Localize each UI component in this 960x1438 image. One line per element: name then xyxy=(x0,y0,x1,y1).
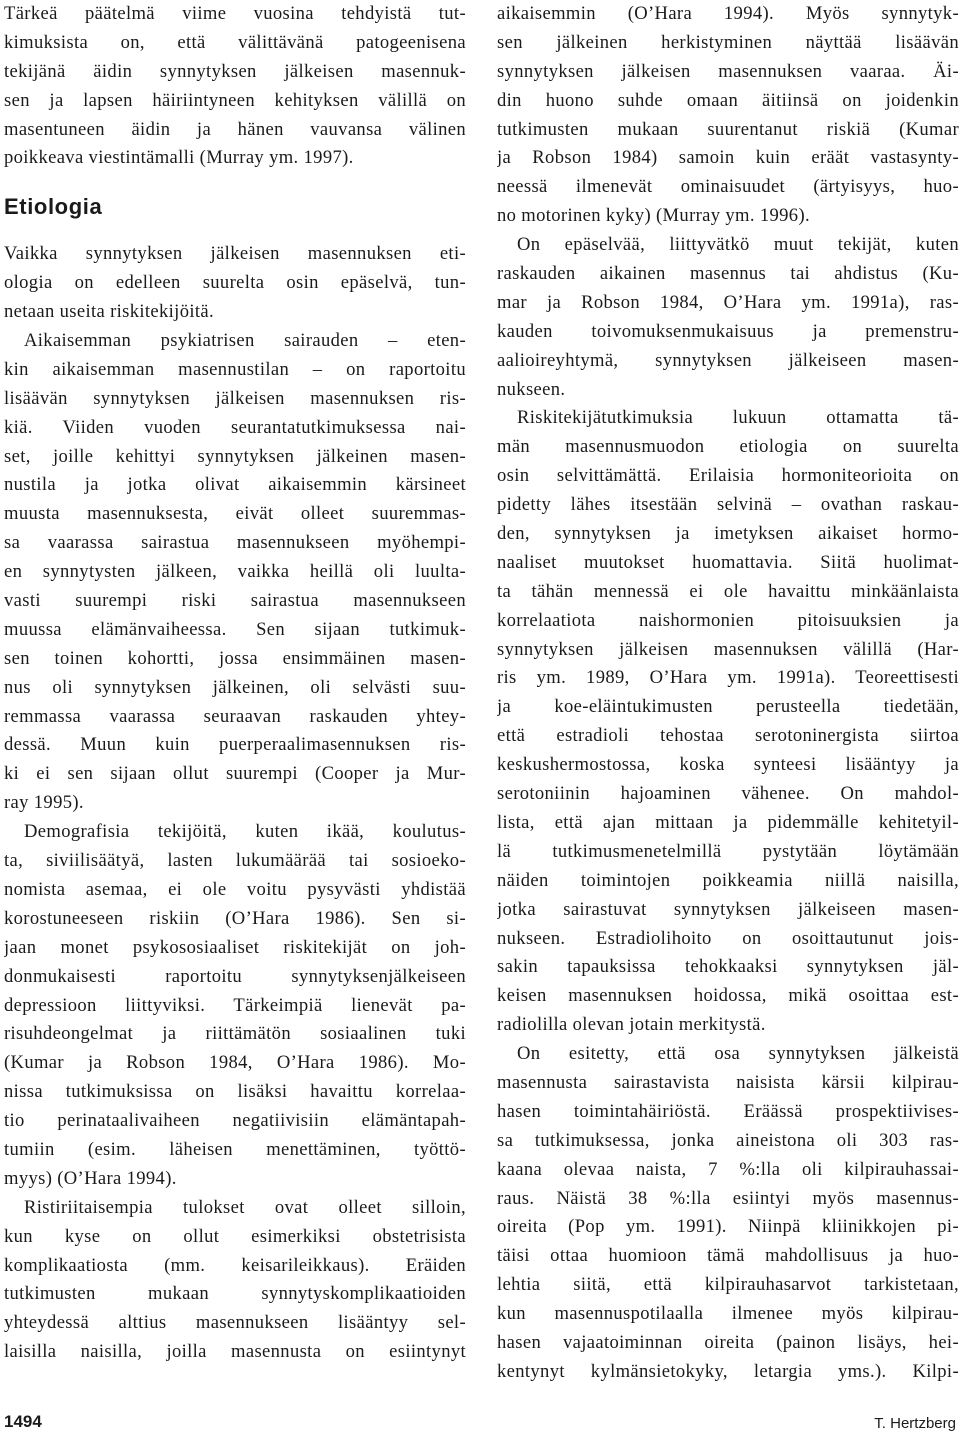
text-line: muusta masennuksesta, eivät olleet suuremmas- xyxy=(4,503,466,525)
text-line: täisi ottaa huomioon tämä mahdollisuus ja huo- xyxy=(497,1245,959,1267)
text-line: raskauden aikainen masennus tai ahdistus (Ku- xyxy=(497,263,959,285)
text-line: hasen vajaatoiminnan oireita (painon lisäys, hei- xyxy=(497,1331,959,1353)
paragraph xyxy=(4,1194,466,1367)
text-line: sen ja lapsen häiriintyneen kehityksen välillä on xyxy=(4,89,466,111)
text-line: On epäselvää, liittyvätkö muut tekijät, kuten xyxy=(517,234,959,256)
text-line: oireita (Pop ym. 1991). Niinpä kliinikkojen pi- xyxy=(497,1216,959,1238)
paragraph xyxy=(497,404,959,1040)
text-line: masentuneen äidin ja hänen vauvansa välinen xyxy=(4,118,466,140)
text-line: tekijänä äidin synnytyksen jälkeisen masennuk- xyxy=(4,60,466,82)
text-line: raus. Näistä 38 %:lla esiintyi myös masennus- xyxy=(497,1187,959,1209)
text-line: kin aikaisemman masennustilan – on raportoitu xyxy=(4,358,466,380)
text-line: kun masennuspotilaalla ilmenee myös kilpirau- xyxy=(497,1303,959,1325)
text-line: pidetty lähes itsestään selvinä – ovathan raskau- xyxy=(497,494,959,516)
text-line: lä tutkimusmenetelmillä pystytään löytämään xyxy=(497,840,959,862)
text-line: synnytyksen jälkeisen masennuksen välillä (Har- xyxy=(497,638,959,660)
text-line: netaan useita riskitekijöitä. xyxy=(4,301,214,323)
text-line: nissa tutkimuksissa on lisäksi havaittu korrelaa- xyxy=(4,1081,466,1103)
text-line: ologia on edelleen suurelta osin epäselvä, tun- xyxy=(4,272,466,294)
text-line: nustila ja jotka olivat aikaisemmin kärsineet xyxy=(4,474,466,496)
text-line: (Kumar ja Robson 1984, O’Hara 1986). Mo- xyxy=(4,1052,466,1074)
text-line: vasti suurempi riski sairastua masennukseen xyxy=(4,590,466,612)
text-line: Tärkeä päätelmä viime vuosina tehdyistä tut- xyxy=(4,3,466,24)
text-line: komplikaatiosta (mm. keisarileikkaus). Eräiden xyxy=(4,1254,466,1276)
text-line: jotka sairastuvat synnytyksen jälkeiseen masen- xyxy=(497,898,959,920)
text-line: depressioon liittyviksi. Tärkeimpiä lienevät pa- xyxy=(4,994,466,1016)
text-line: kimuksista on, että välittävänä patogeenisena xyxy=(4,31,466,53)
text-line: ris ym. 1989, O’Hara ym. 1991a). Teoreettisesti xyxy=(497,667,959,689)
text-line: serotoniinin hajoaminen vähenee. On mahdol- xyxy=(497,783,959,805)
text-line: radiolilla olevan jotain merkitystä. xyxy=(497,1014,766,1036)
text-line: ja Robson 1984) samoin kuin eräät vastasynty- xyxy=(497,147,959,169)
text-line: lista, että ajan mittaan ja pidemmälle kehitetyil- xyxy=(497,811,959,833)
paragraph xyxy=(497,1040,959,1387)
text-line: kauden toivomuksenmukaisuus ja premenstru- xyxy=(497,320,959,342)
text-line: sa tutkimuksessa, jonka aineistona oli 303 ras- xyxy=(497,1129,959,1151)
text-line: kiä. Viiden vuoden seurantatutkimuksessa nai- xyxy=(4,416,466,438)
text-line: risuhdeongelmat ja riittämätön sosiaalinen tuki xyxy=(4,1023,466,1045)
text-line: Demografisia tekijöitä, kuten ikää, koulutus- xyxy=(24,821,466,843)
paragraph xyxy=(4,818,466,1194)
text-line: poikkeava viestintämalli (Murray ym. 1997). xyxy=(4,147,354,169)
text-line: sen toinen kohortti, jossa ensimmäinen masen- xyxy=(4,647,466,669)
text-line: muussa elämänvaiheessa. Sen sijaan tutkimuk- xyxy=(4,618,466,640)
text-line: lisäävän synnytyksen jälkeisen masennuksen ris- xyxy=(4,387,466,409)
text-line: laisilla naisilla, joilla masennusta on esiintynyt xyxy=(4,1341,466,1363)
text-line: sa vaarassa sairastua masennukseen myöhempi- xyxy=(4,532,466,554)
paragraph xyxy=(497,231,959,404)
text-line: aikaisemmin (O’Hara 1994). Myös synnytyk- xyxy=(497,3,959,24)
right-column xyxy=(497,0,959,1387)
text-line: nus oli synnytyksen jälkeinen, oli selvästi suu- xyxy=(4,676,466,698)
text-line: din huono suhde omaan äitiinsä on joidenkin xyxy=(497,89,959,111)
text-line: remmassa vaarassa seuraavan raskauden yhtey- xyxy=(4,705,466,727)
paragraph xyxy=(4,0,466,173)
section-heading: Etiologia xyxy=(4,194,103,220)
text-line: osin selvittämättä. Erilaisia hormoniteorioita on xyxy=(497,465,959,487)
text-line: Riskitekijätutkimuksia lukuun ottamatta tä- xyxy=(517,407,959,429)
text-line: ta tähän mennessä ei ole havaittu minkäänlaista xyxy=(497,580,959,602)
text-line: en synnytysten jälkeen, vaikka heillä oli luulta- xyxy=(4,561,466,583)
text-line: ki ei sen sijaan ollut suurempi (Cooper ja Mur- xyxy=(4,763,466,785)
paragraph xyxy=(497,0,959,231)
text-line: kentynyt kylmänsietokyky, letargia yms.). Kilpi- xyxy=(497,1360,959,1382)
text-line: ta, siviilisäätyä, lasten lukumäärää tai sosioeko- xyxy=(4,850,466,872)
text-line: dessä. Muun kuin puerperaalimasennuksen ris- xyxy=(4,734,466,756)
paragraph xyxy=(4,240,466,327)
text-line: korostuneeseen riskiin (O’Hara 1986). Sen si- xyxy=(4,907,466,929)
text-line: donmukaisesti raportoitu synnytyksenjälkeiseen xyxy=(4,965,466,987)
text-line: lehtia siitä, että kilpirauhasarvot tarkistetaan, xyxy=(497,1274,959,1296)
text-line: korrelaatiota naishormonien pitoisuuksien ja xyxy=(497,609,959,631)
text-line: tumiin (esim. läheisen menettäminen, työttö- xyxy=(4,1138,466,1160)
text-line: Ristiriitaisempia tulokset ovat olleet silloin, xyxy=(24,1196,466,1218)
text-line: yhteydessä alttius masennukseen lisääntyy sel- xyxy=(4,1312,466,1334)
text-line: hasen toimintahäiriöstä. Eräässä prospektiivises- xyxy=(497,1100,959,1122)
paragraph xyxy=(4,327,466,818)
text-line: masennusta sairastavista naisista kärsii kilpirau- xyxy=(497,1071,959,1093)
text-line: nukseen. Estradiolihoito on osoittautunut jois- xyxy=(497,927,959,949)
text-line: nomista asemaa, ei ole voitu pysyvästi yhdistää xyxy=(4,878,466,900)
text-line: den, synnytyksen ja imetyksen aikaiset hormo- xyxy=(497,523,959,545)
text-line: tutkimusten mukaan suurentanut riskiä (Kumar xyxy=(497,118,959,140)
text-line: että estradioli tehostaa serotoninergista siirtoa xyxy=(497,725,959,747)
running-footer-author: T. Hertzberg xyxy=(874,1415,956,1432)
text-line: jaan monet psykososiaaliset riskitekijät on joh- xyxy=(4,936,466,958)
text-line: nukseen. xyxy=(497,378,566,400)
text-line: keskushermostossa, koska synteesi lisääntyy ja xyxy=(497,754,959,776)
text-line: Aikaisemman psykiatrisen sairauden – eten- xyxy=(24,330,466,352)
text-line: ray 1995). xyxy=(4,792,84,814)
text-line: On esitetty, että osa synnytyksen jälkeistä xyxy=(517,1043,959,1065)
page-number: 1494 xyxy=(4,1412,42,1431)
text-line: aalioireyhtymä, synnytyksen jälkeiseen masen- xyxy=(497,349,959,371)
text-line: myys) (O’Hara 1994). xyxy=(4,1167,177,1189)
text-line: set, joille kehittyi synnytyksen jälkeinen masen- xyxy=(4,445,466,467)
text-line: sen jälkeinen herkistyminen näyttää lisäävän xyxy=(497,31,959,53)
text-line: tio perinataalivaiheen negatiivisiin elämäntapah- xyxy=(4,1110,466,1132)
text-line: keisen masennuksen hoidossa, mikä osoittaa est- xyxy=(497,985,959,1007)
text-line: sakin tapauksissa tehokkaaksi synnytyksen jäl- xyxy=(497,956,959,978)
text-line: neessä ilmenevät ominaisuudet (ärtyisyys, huo- xyxy=(497,176,959,198)
text-line: no motorinen kyky) (Murray ym. 1996). xyxy=(497,205,810,227)
text-line: näiden toimintojen poikkeamia niillä naisilla, xyxy=(497,869,959,891)
text-line: Vaikka synnytyksen jälkeisen masennuksen eti- xyxy=(4,243,466,265)
text-line: kun kyse on ollut esimerkiksi obstetrisista xyxy=(4,1225,466,1247)
text-line: tutkimusten mukaan synnytyskomplikaatioiden xyxy=(4,1283,466,1305)
text-line: naaliset muutokset huomattavia. Siitä huolimat- xyxy=(497,551,959,573)
text-line: mar ja Robson 1984, O’Hara ym. 1991a), ras- xyxy=(497,291,959,313)
text-line: ja koe-eläintukimusten perusteella tiedetään, xyxy=(497,696,959,718)
text-line: män masennusmuodon etiologia on suurelta xyxy=(497,436,959,458)
left-column xyxy=(4,0,466,1367)
text-line: synnytyksen jälkeisen masennuksen vaaraa. Äi- xyxy=(497,60,959,82)
text-line: kaana olevaa naista, 7 %:lla oli kilpirauhassai- xyxy=(497,1158,959,1180)
